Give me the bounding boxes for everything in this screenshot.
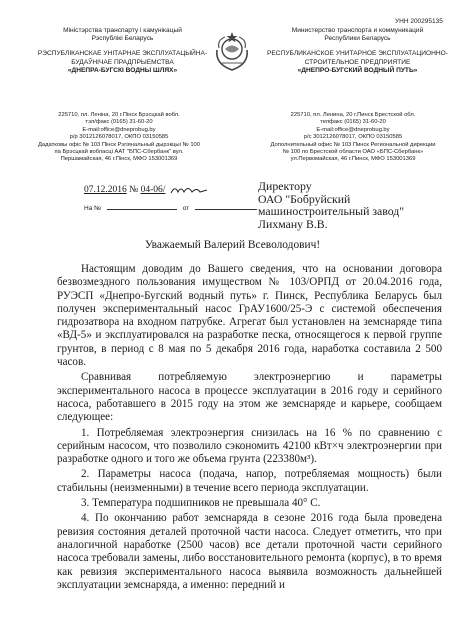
unn-code: УНН 200295135 <box>395 18 443 25</box>
outgoing-date-number <box>84 184 208 196</box>
reference-line <box>84 205 261 212</box>
greeting: Уважаемый Валерий Всеволодович! <box>144 239 321 251</box>
requisite-line: р/р 3012126078017, ОКПО 03150585 <box>69 134 169 141</box>
org-name-ru: «ДНЕПРО-БУГСКИЙ ВОДНЫЙ ПУТЬ» <box>297 66 418 74</box>
addressee <box>258 180 448 230</box>
header-left <box>30 20 215 75</box>
paragraph: Настоящим доводим до Вашего сведения, что на основании договора безвозмездного пользования имуществом № 103/ОРПД от 20.04.2016 года, РУЭСП «Днепро-Бугский водный путь» г. Пинск, Республика Беларусь был получен экспериментальный насос ГрАУ1600/25-Э с системой обеспечения гидрозатвора на входном патрубке. Агрегат был установлен на земснаряде типа «ВД-5» и эксплуатировался на разработке песка, относящегося к первой группе грунтов, в период с 8 мая по 5 декабря 2016 года, наработка составила 2 500 часов. <box>57 263 442 369</box>
requisite-line: E-mail:office@dneprobug.by <box>316 126 390 133</box>
handwritten-number-mark <box>170 184 208 196</box>
number-label: № <box>129 185 139 196</box>
requisite-line: E-mail:office@dneprobug.by <box>82 126 156 133</box>
requisite-line: па Брэсцкай вобласці ААТ "БПС-Сбербанк" вул. <box>54 149 184 156</box>
addressee-line: Лихману В.В. <box>258 216 328 231</box>
requisite-line: Першамайская, 46 г.Пінск, МФО 153001369 <box>60 156 178 163</box>
header-right <box>265 20 450 75</box>
country-ru: Республики Беларусь <box>324 35 391 43</box>
letter-body <box>57 263 442 594</box>
requisite-line: № 100 по Брестской области ОАО «БПС-Сбербанк» <box>282 149 424 156</box>
requisite-line: тэл/факс (0165) 31-60-20 <box>85 119 153 126</box>
state-emblem-icon <box>213 30 251 72</box>
paragraph: 2. Параметры насоса (подача, напор, потребляемая мощность) были стабильны (неизменными) в течение всего периода эксплуатации. <box>57 468 442 494</box>
paragraph: 1. Потребляемая электроэнергия снизилась на 16 % по сравнению с серийным насосом, что позволило сэкономить 42100 кВт×ч электроэнергии при разработке одного и того же объема грунта (223380м³). <box>57 426 442 466</box>
ref-from: от <box>182 205 190 212</box>
requisite-line: р/с 3012126078017, ОКПО 03150585 <box>303 134 403 141</box>
org-name-by: «ДНЕПРА-БУГСКІ ВОДНЫ ШЛЯХ» <box>67 66 178 74</box>
ref-number-blank <box>107 209 177 210</box>
ref-date-blank <box>195 209 257 210</box>
ministry-by: Міністэрства транспарту і камунікацый <box>63 27 182 34</box>
outgoing-number: 04-06/ <box>140 185 166 196</box>
ref-prefix: На № <box>84 205 102 212</box>
requisite-line: ул.Первомайская, 46 г.Пинск, МФО 153001369 <box>290 156 416 163</box>
requisite-line: 225710, пл. Ленина, 20 г.Пинск Брестской обл. <box>290 112 416 118</box>
requisites-left <box>24 112 214 164</box>
country-by: Рэспублікі Беларусь <box>91 35 154 43</box>
paragraph: 4. По окончанию работ земснаряда в сезоне 2016 года была проведена ревизия состояния деталей проточной части насоса. Следует отметить, что при аналогичной наработке (2500 часов) все детали проточной части серийного насоса требовали замены, либо восстановительного ремонта (корпус), в то время как ревизия экспериментального насоса выявила возможность дальнейшей эксплуатации земснаряда, а именно: передний и <box>57 512 442 591</box>
org-type-by: РЭСПУБЛІКАНСКАЕ УНІТАРНАЕ ЭКСПЛУАТАЦЫЙНА-БУДАЎНІЧАЕ ПРАДПРЫЕМСТВА <box>37 50 208 66</box>
requisites-right <box>258 112 448 164</box>
outgoing-date: 07.12.2016 <box>84 185 127 196</box>
addressee-line: ОАО "Бобруйский <box>258 191 351 206</box>
ministry-ru: Министерство транспорта и коммуникаций <box>291 27 424 34</box>
requisite-line: телфакс (0165) 31-60-20 <box>320 119 386 126</box>
org-type-ru: РЕСПУБЛИКАНСКОЕ УНИТАРНОЕ ЭКСПЛУАТАЦИОННО-СТРОИТЕЛЬНОЕ ПРЕДПРИЯТИЕ <box>267 50 448 66</box>
addressee-line: машиностроительный завод" <box>258 204 405 219</box>
requisite-line: Дополнительный офис № 103 Пинск Региональной дирекции <box>270 141 436 148</box>
paragraph: Сравнивая потребляемую электроэнергию и параметры экспериментального насоса в процессе эксплуатации в 2016 году и серийного насоса, работавшего в 2015 году на этом же земснаряде и карьере, сообщаем следующее: <box>57 371 442 424</box>
addressee-line: Директору <box>258 179 312 193</box>
paragraph: 3. Температура подшипников не превышала 40° С. <box>81 497 321 510</box>
requisite-line: Дадатковы офіс № 103 Пінск Рэгіянальный дырэкцыі № 100 <box>37 141 200 148</box>
requisite-line: 225710, пл. Леніна, 20 г.Пінск Брэсцкай вобл. <box>58 112 180 118</box>
